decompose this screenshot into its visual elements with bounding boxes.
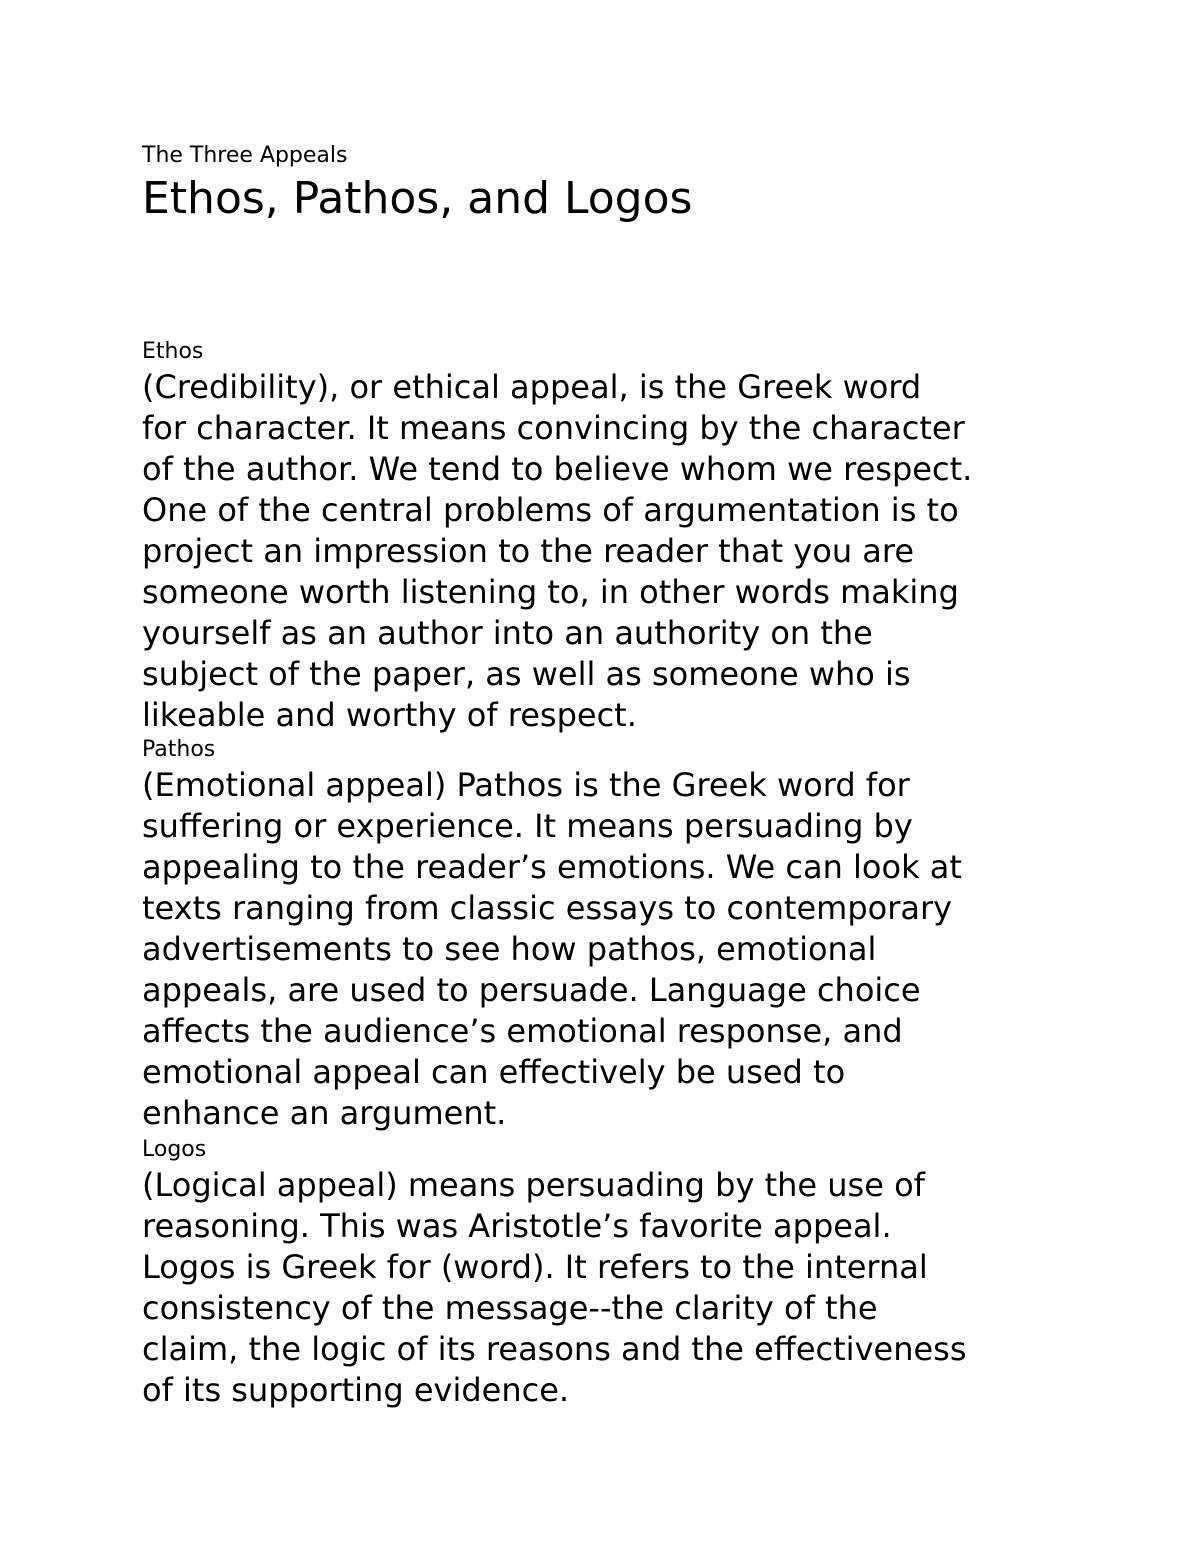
section-heading-pathos: Pathos <box>142 737 216 762</box>
body-line: of its supporting evidence. <box>142 1371 570 1409</box>
document-title: Ethos, Pathos, and Logos <box>142 173 693 224</box>
body-line: for character. It means convincing by the character <box>142 409 965 447</box>
section-heading-logos: Logos <box>142 1137 207 1162</box>
document-subtitle: The Three Appeals <box>142 143 348 168</box>
body-line: Logos is Greek for (word). It refers to the internal <box>142 1248 928 1286</box>
body-line: yourself as an author into an authority on the <box>142 614 873 652</box>
body-line: (Logical appeal) means persuading by the use of <box>142 1166 925 1204</box>
body-line: claim, the logic of its reasons and the effectiveness <box>142 1330 967 1368</box>
body-line: (Emotional appeal) Pathos is the Greek word for <box>142 766 910 804</box>
body-line: of the author. We tend to believe whom we respect. <box>142 450 973 488</box>
section-logos <box>142 1135 1072 1411</box>
body-line: someone worth listening to, in other words making <box>142 573 959 611</box>
section-pathos <box>142 735 1072 1134</box>
body-line: enhance an argument. <box>142 1094 507 1132</box>
section-body-logos <box>142 1165 1072 1411</box>
body-line: texts ranging from classic essays to contemporary <box>142 889 953 927</box>
body-line: One of the central problems of argumentation is to <box>142 491 959 529</box>
body-line: project an impression to the reader that you are <box>142 532 915 570</box>
body-line: suffering or experience. It means persuading by <box>142 807 913 845</box>
section-body-ethos <box>142 367 1072 736</box>
body-line: advertisements to see how pathos, emotional <box>142 930 877 968</box>
body-line: consistency of the message--the clarity of the <box>142 1289 878 1327</box>
body-line: likeable and worthy of respect. <box>142 696 637 734</box>
body-line: subject of the paper, as well as someone who is <box>142 655 911 693</box>
body-line: reasoning. This was Aristotle’s favorite appeal. <box>142 1207 892 1245</box>
section-ethos <box>142 337 1072 736</box>
body-line: appealing to the reader’s emotions. We can look at <box>142 848 962 886</box>
body-line: (Credibility), or ethical appeal, is the Greek word <box>142 368 922 406</box>
section-body-pathos <box>142 765 1072 1134</box>
body-line: appeals, are used to persuade. Language choice <box>142 971 921 1009</box>
body-line: emotional appeal can effectively be used to <box>142 1053 846 1091</box>
body-line: affects the audience’s emotional response, and <box>142 1012 903 1050</box>
section-heading-ethos: Ethos <box>142 339 204 364</box>
